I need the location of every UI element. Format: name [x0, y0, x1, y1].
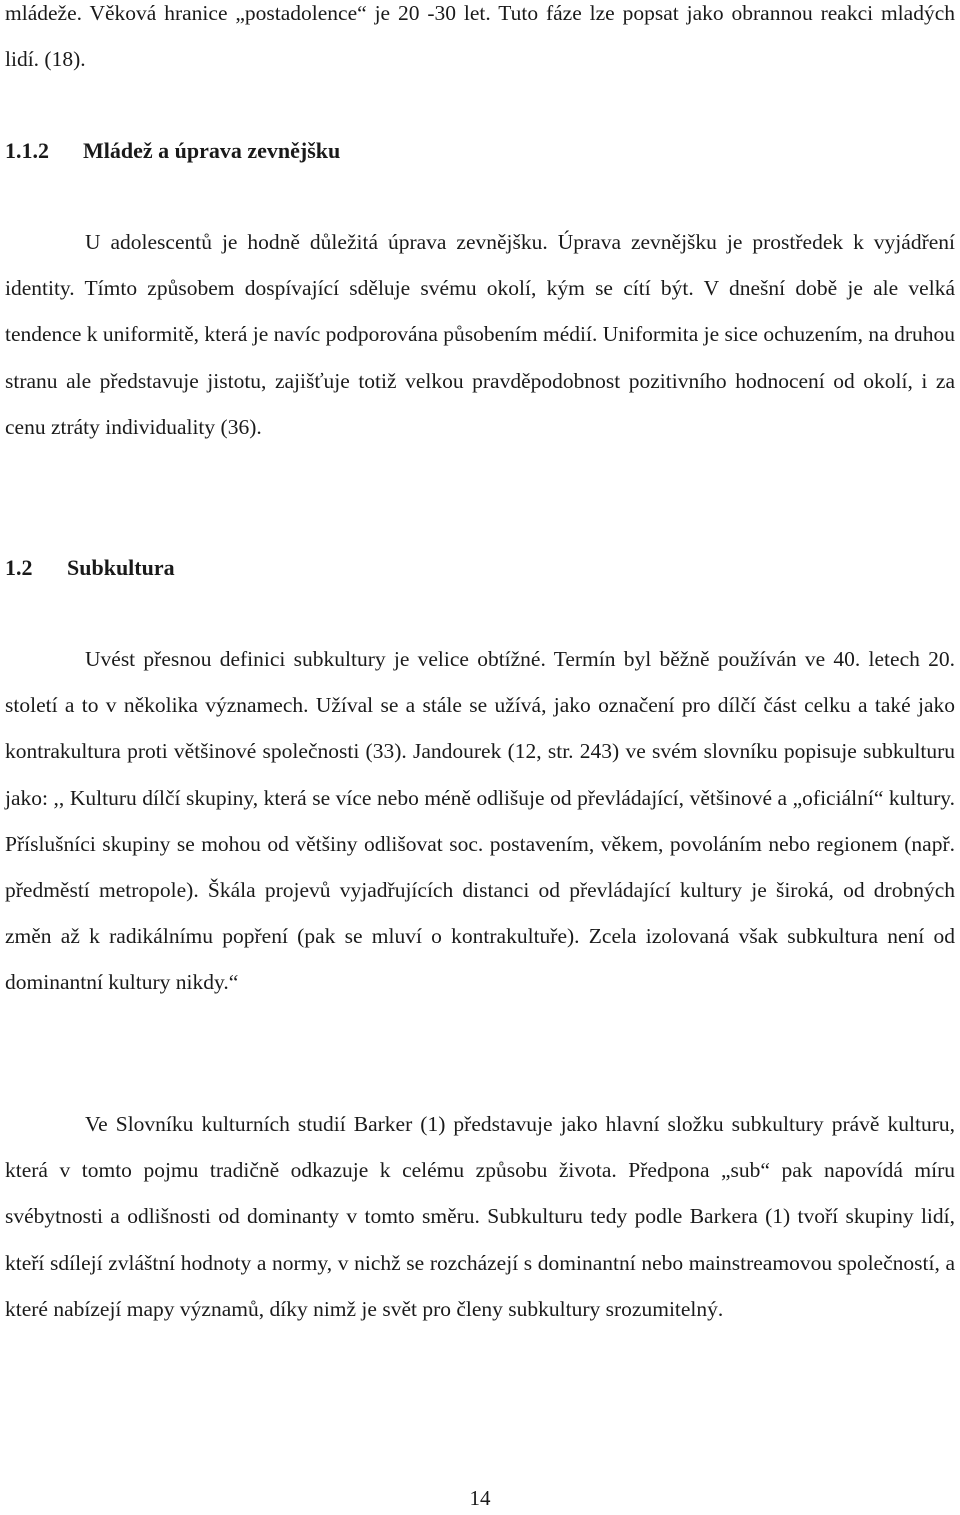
section-heading-1-2 [5, 545, 175, 591]
section-title: Mládež a úprava zevnějšku [83, 138, 341, 163]
section-title: Subkultura [67, 555, 175, 580]
section-1-2-body-1 [5, 636, 955, 1006]
body-paragraph: Ve Slovníku kulturních studií Barker (1) představuje jako hlavní složku subkultury právě kulturu, která v tomto pojmu tradičně odkazuje k celému způsobu života. Předpona „sub“ pak napovídá míru svébytnosti a odlišnosti od dominanty v tomto směru. Subkulturu tedy podle Barkera (1) tvoří skupiny lidí, kteří sdílejí zvláštní hodnoty a normy, v nichž se rozcházejí s dominantní nebo mainstreamovou společností, a které nabízejí mapy významů, díky nimž je svět pro členy subkultury srozumitelný. [5, 1112, 955, 1321]
intro-paragraph-block [5, 0, 955, 82]
intro-paragraph: mládeže. Věková hranice „postadolence“ je 20 -30 let. Tuto fáze lze popsat jako obrannou reakci mladých lidí. (18). [5, 1, 955, 72]
section-1-2-body-2 [5, 1101, 955, 1332]
body-paragraph: U adolescentů je hodně důležitá úprava zevnějšku. Úprava zevnějšku je prostředek k vyjádření identity. Tímto způsobem dospívající sděluje svému okolí, kým se cítí být. V dnešní době je ale velká tendence k uniformitě, která je navíc podporována působením médií. Uniformita je sice ochuzením, na druhou stranu ale představuje jistotu, zajišťuje totiž velkou pravděpodobnost pozitivního hodnocení od okolí, i za cenu ztráty individuality (36). [5, 230, 955, 439]
section-heading-1-1-2 [5, 128, 340, 174]
body-paragraph: Uvést přesnou definici subkultury je velice obtížné. Termín byl běžně používán ve 40. letech 20. století a to v několika významech. Užíval se a stále se užívá, jako označení pro dílčí část celku a také jako kontrakultura proti většinové společnosti (33). Jandourek (12, str. 243) ve svém slovníku popisuje subkulturu jako: ,, Kulturu dílčí skupiny, která se více nebo méně odlišuje od převládající, většinové a „oficiální“ kultury. Příslušníci skupiny se mohou od většiny odlišovat soc. postavením, věkem, povoláním nebo regionem (např. předměstí metropole). Škála projevů vyjadřujících distanci od převládající kultury je široká, od drobných změn až k radikálnímu popření (pak se mluví o kontrakultuře). Zcela izolovaná však subkultura není od dominantní kultury nikdy.“ [5, 647, 955, 995]
section-number: 1.1.2 [5, 138, 49, 163]
section-1-1-2-body [5, 219, 955, 450]
section-number: 1.2 [5, 555, 33, 580]
page-number: 14 [469, 1486, 491, 1510]
